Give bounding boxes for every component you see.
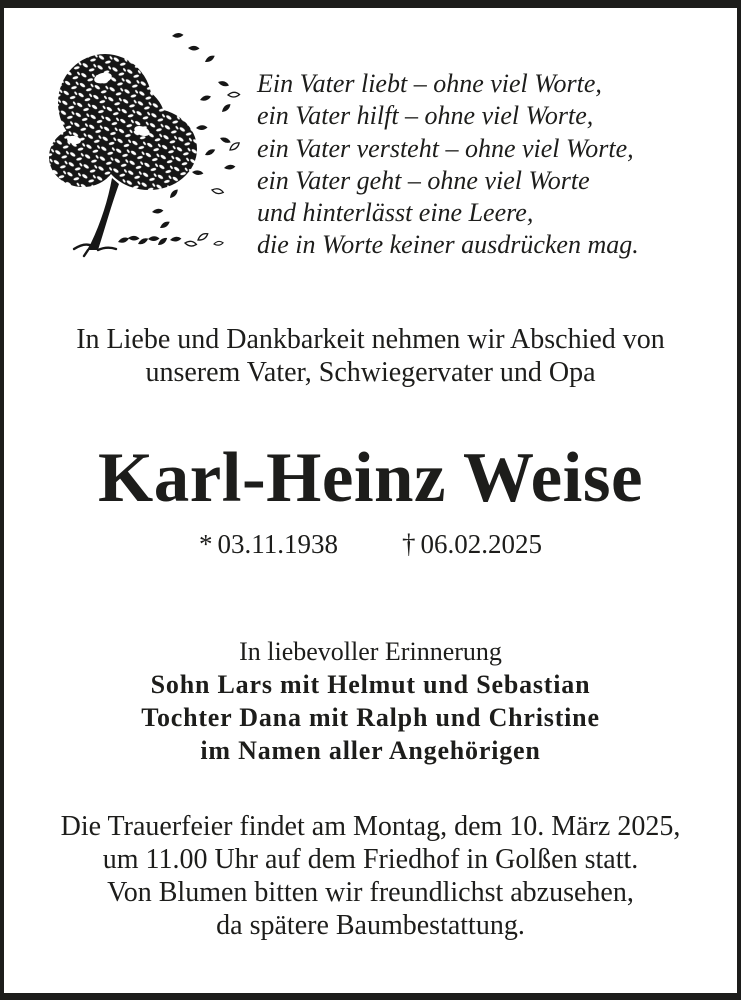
poem-line: die in Worte keiner ausdrücken mag. [257,230,639,260]
poem-line: Ein Vater liebt – ohne viel Worte, [257,69,602,98]
poem-line: und hinterlässt eine Leere, [257,198,534,228]
mourner-line: Sohn Lars mit Helmut und Sebastian [150,670,591,699]
funeral-line: Die Trauerfeier findet am Montag, dem 10. März 2025, [60,811,681,842]
poem-line: ein Vater geht – ohne viel Worte [257,165,590,195]
birth-date [199,528,338,561]
birth-date-value: 03.11.1938 [217,529,338,559]
death-cross-symbol: † [402,529,416,559]
farewell-intro-line: In Liebe und Dankbarkeit nehmen wir Abschied von [76,324,665,355]
deceased-name: Karl-Heinz Weise [97,439,643,517]
mourner-line: im Namen aller Angehörigen [200,736,541,765]
death-date-value: 06.02.2025 [420,529,542,559]
mourners-block [4,635,737,767]
memory-intro: In liebevoller Erinnerung [239,637,502,666]
funeral-details [4,810,737,942]
born-star-symbol: * [199,529,213,559]
poem-line: ein Vater versteht – ohne viel Worte, [257,133,634,163]
death-date [402,528,542,561]
poem-line: ein Vater hilft – ohne viel Worte, [257,101,594,131]
funeral-line: Von Blumen bitten wir freundlichst abzusehen, [107,877,634,908]
mourner-line: Tochter Dana mit Ralph und Christine [141,703,600,732]
farewell-intro-line: unserem Vater, Schwiegervater und Opa [145,357,596,388]
life-dates [4,528,737,561]
tree-with-falling-leaves-icon [30,30,250,265]
farewell-intro [4,323,737,389]
memorial-poem [257,68,639,262]
funeral-line: um 11.00 Uhr auf dem Friedhof in Golßen statt. [102,844,639,875]
funeral-line: da spätere Baumbestattung. [216,910,525,941]
